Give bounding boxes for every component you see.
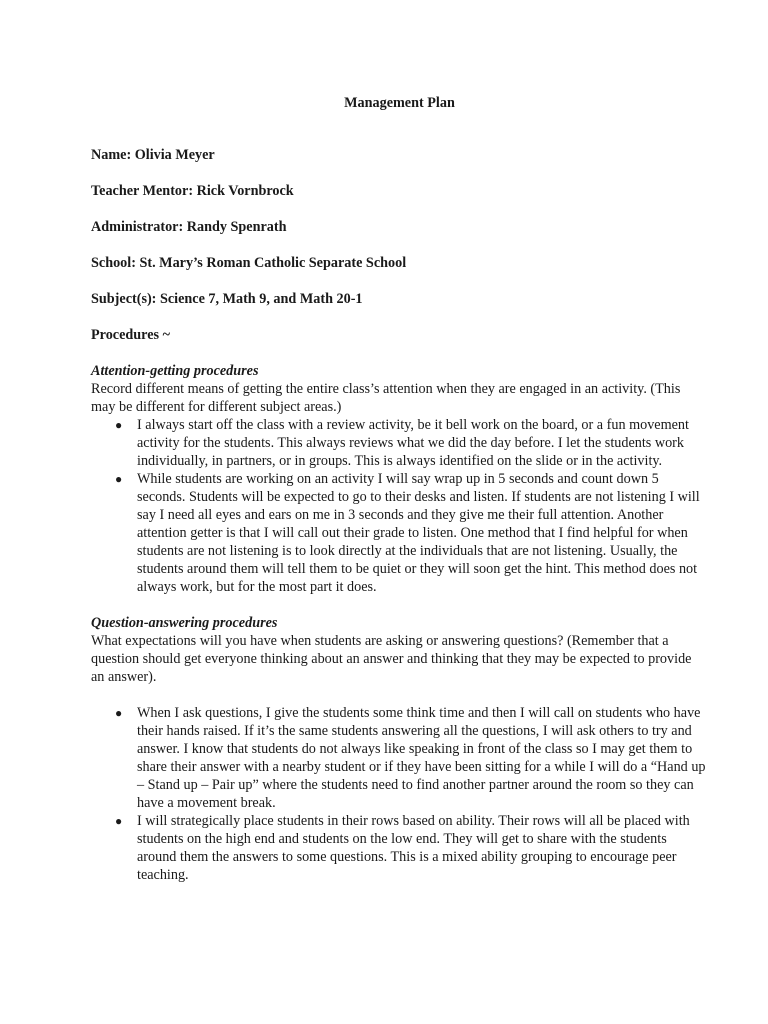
list-item-text: I always start off the class with a review activity, be it bell work on the board, or a fun movement activity for the students. This always reviews what we did the day before. I let the students work individually, in partners, or in groups. This is always identified on the slide or in the activity. bbox=[137, 417, 689, 469]
subjects-field: Subject(s): Science 7, Math 9, and Math 20-1 bbox=[91, 291, 363, 307]
teacher-mentor-field: Teacher Mentor: Rick Vornbrock bbox=[91, 183, 294, 199]
bullet-icon: ● bbox=[115, 418, 123, 432]
section-heading: Question-answering procedures bbox=[91, 615, 278, 631]
name-field: Name: Olivia Meyer bbox=[91, 147, 215, 163]
section-heading: Attention-getting procedures bbox=[91, 363, 259, 379]
bullet-icon: ● bbox=[115, 814, 123, 828]
attention-section bbox=[91, 362, 708, 596]
spacer bbox=[91, 686, 708, 704]
list-item bbox=[91, 812, 708, 884]
bullet-list bbox=[91, 704, 708, 884]
list-item bbox=[91, 704, 708, 812]
section-prompt: Record different means of getting the entire class’s attention when they are engaged in an activity. (This may be different for different subject areas.) bbox=[91, 381, 681, 415]
bullet-icon: ● bbox=[115, 706, 123, 720]
bullet-list bbox=[91, 416, 708, 596]
bullet-icon: ● bbox=[115, 472, 123, 486]
list-item-text: When I ask questions, I give the students some think time and then I will call on students who have their hands raised. If it’s the same students answering all the questions, I will ask others to try and answer. I know that students do not always like speaking in front of the class so I may get them to share their answer with a nearby student or if they have been sitting for a while I will do a “Hand up – Stand up – Pair up” where the students need to find another partner around the room so they can have a movement break. bbox=[137, 705, 706, 811]
section-prompt: What expectations will you have when students are asking or answering questions? (Remember that a question should get everyone thinking about an answer and thinking that they may be expected to provide an answer). bbox=[91, 633, 692, 685]
administrator-field: Administrator: Randy Spenrath bbox=[91, 219, 287, 235]
question-section bbox=[91, 614, 708, 884]
list-item bbox=[91, 416, 708, 470]
procedures-heading: Procedures ~ bbox=[91, 327, 170, 343]
list-item-text: I will strategically place students in their rows based on ability. Their rows will all be placed with students on the high end and students on the low end. They will get to share with the students around them the answers to some questions. This is a mixed ability grouping to encourage peer teaching. bbox=[137, 813, 690, 883]
school-field: School: St. Mary’s Roman Catholic Separate School bbox=[91, 255, 407, 271]
list-item bbox=[91, 470, 708, 596]
spacer bbox=[91, 596, 708, 614]
document-title: Management Plan bbox=[344, 95, 455, 111]
list-item-text: While students are working on an activity I will say wrap up in 5 seconds and count down 5 seconds. Students will be expected to go to their desks and listen. If students are not listening I will say I need all eyes and ears on me in 3 seconds and they give me their full attention. Another attention getter is that I will call out their grade to listen. One method that I find helpful for when students are not listening is to look directly at the individuals that are not listening. Usually, the students around them will tell them to be quiet or they will soon get the hint. This method does not always work, but for the most part it does. bbox=[137, 471, 700, 595]
